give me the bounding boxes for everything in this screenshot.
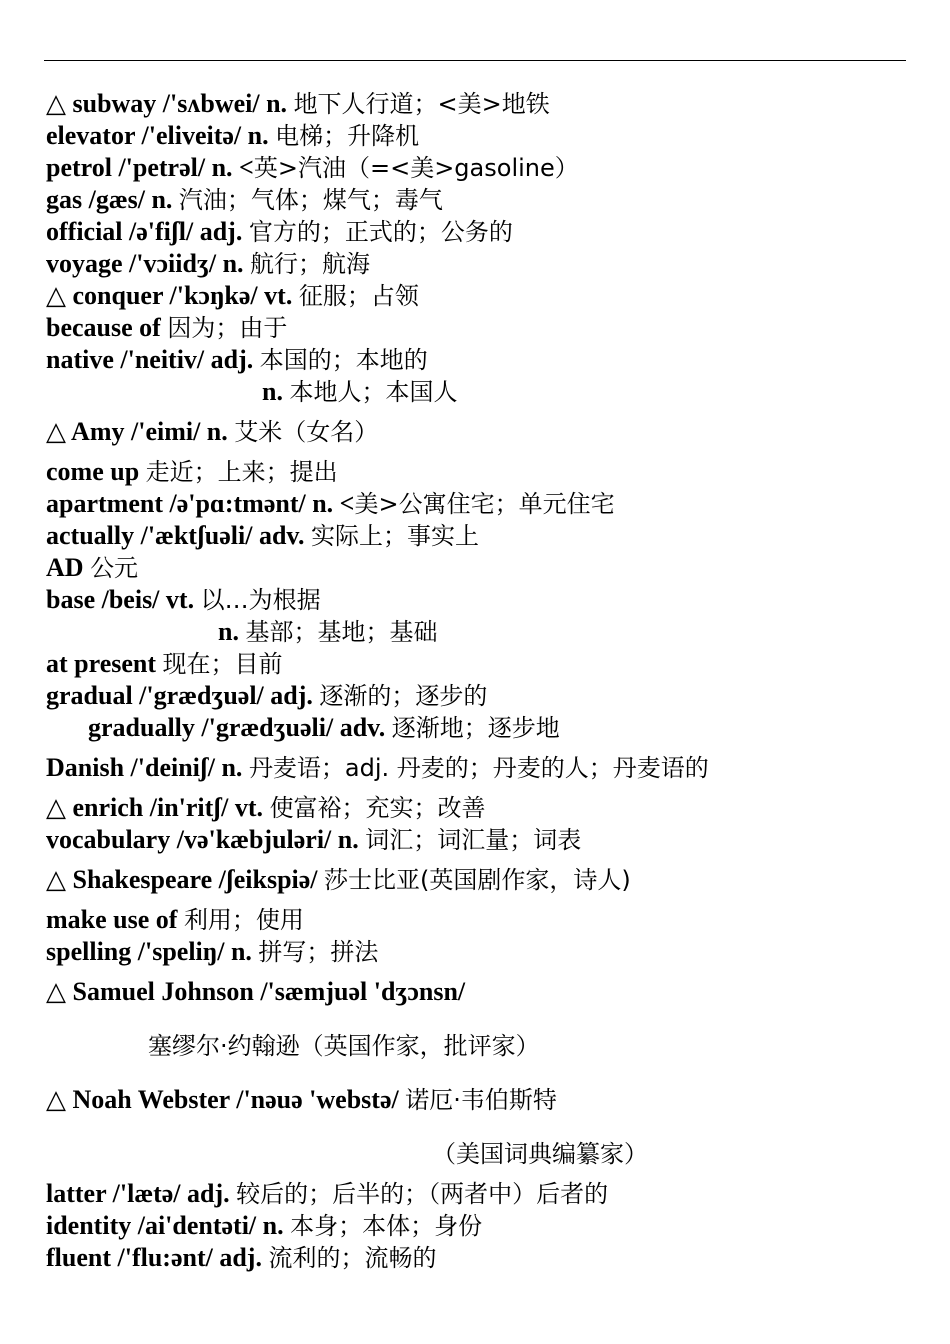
entry-conquer: △ conquer /'kɔŋkə/ vt. 征服；占领 (46, 281, 419, 310)
entry-voyage: voyage /'vɔiidʒ/ n. 航行；航海 (46, 249, 371, 278)
entry-ad: AD 公元 (46, 553, 139, 582)
entry-because-of: because of 因为；由于 (46, 313, 288, 342)
entry-native-noun: n. 本地人；本国人 (262, 377, 458, 406)
entry-gradual: gradual /'grædʒuəl/ adj. 逐渐的；逐步的 (46, 681, 488, 710)
entry-petrol: petrol /'petrəl/ n. <英>汽油（=<美>gasoline） (46, 153, 579, 182)
entry-native: native /'neitiv/ adj. 本国的；本地的 (46, 345, 428, 374)
entry-enrich: △ enrich /in'ritʃ/ vt. 使富裕；充实；改善 (46, 793, 486, 822)
entry-base: base /beis/ vt. 以…为根据 (46, 585, 321, 614)
entry-danish: Danish /'deiniʃ/ n. 丹麦语；adj. 丹麦的；丹麦的人；丹麦语的 (46, 753, 709, 782)
entry-latter: latter /'lætə/ adj. 较后的；后半的；（两者中）后者的 (46, 1179, 609, 1208)
entry-fluent: fluent /'flu:ənt/ adj. 流利的；流畅的 (46, 1243, 437, 1272)
entry-gas: gas /gæs/ n. 汽油；气体；煤气；毒气 (46, 185, 443, 214)
entry-elevator: elevator /'eliveitə/ n. 电梯；升降机 (46, 121, 420, 150)
entry-gradually: gradually /'grædʒuəli/ adv. 逐渐地；逐步地 (88, 713, 560, 742)
entry-shakespeare: △ Shakespeare /ʃeikspiə/ 莎士比亚(英国剧作家，诗人) (46, 865, 631, 894)
entry-samuel-johnson: △ Samuel Johnson /'sæmjuəl 'dʒɔnsn/ (46, 977, 466, 1006)
vocabulary-list (46, 88, 926, 1274)
entry-samuel-johnson-zh: 塞缪尔·约翰逊（英国作家，批评家） (148, 1032, 540, 1060)
entry-apartment: apartment /ə'pɑ:tmənt/ n. <美>公寓住宅；单元住宅 (46, 489, 615, 518)
entry-noah-webster-zh: （美国词典编纂家） (432, 1140, 648, 1168)
entry-subway: △ subway /'sʌbwei/ n. 地下人行道；<美>地铁 (46, 89, 550, 118)
entry-identity: identity /ai'dentəti/ n. 本身；本体；身份 (46, 1211, 483, 1240)
entry-at-present: at present 现在；目前 (46, 649, 283, 678)
entry-vocabulary: vocabulary /və'kæbjuləri/ n. 词汇；词汇量；词表 (46, 825, 582, 854)
entry-base-noun: n. 基部；基地；基础 (218, 617, 438, 646)
entry-noah-webster: △ Noah Webster /'nəuə 'webstə/ 诺厄·韦伯斯特 (46, 1085, 557, 1114)
entry-spelling: spelling /'speliŋ/ n. 拼写；拼法 (46, 937, 379, 966)
entry-come-up: come up 走近；上来；提出 (46, 457, 338, 486)
entry-amy: △ Amy /'eimi/ n. 艾米（女名） (46, 417, 379, 446)
entry-make-use-of: make use of 利用；使用 (46, 905, 304, 934)
entry-actually: actually /'æktʃuəli/ adv. 实际上；事实上 (46, 521, 480, 550)
header-rule (44, 60, 906, 61)
entry-official: official /ə'fiʃl/ adj. 官方的；正式的；公务的 (46, 217, 513, 246)
